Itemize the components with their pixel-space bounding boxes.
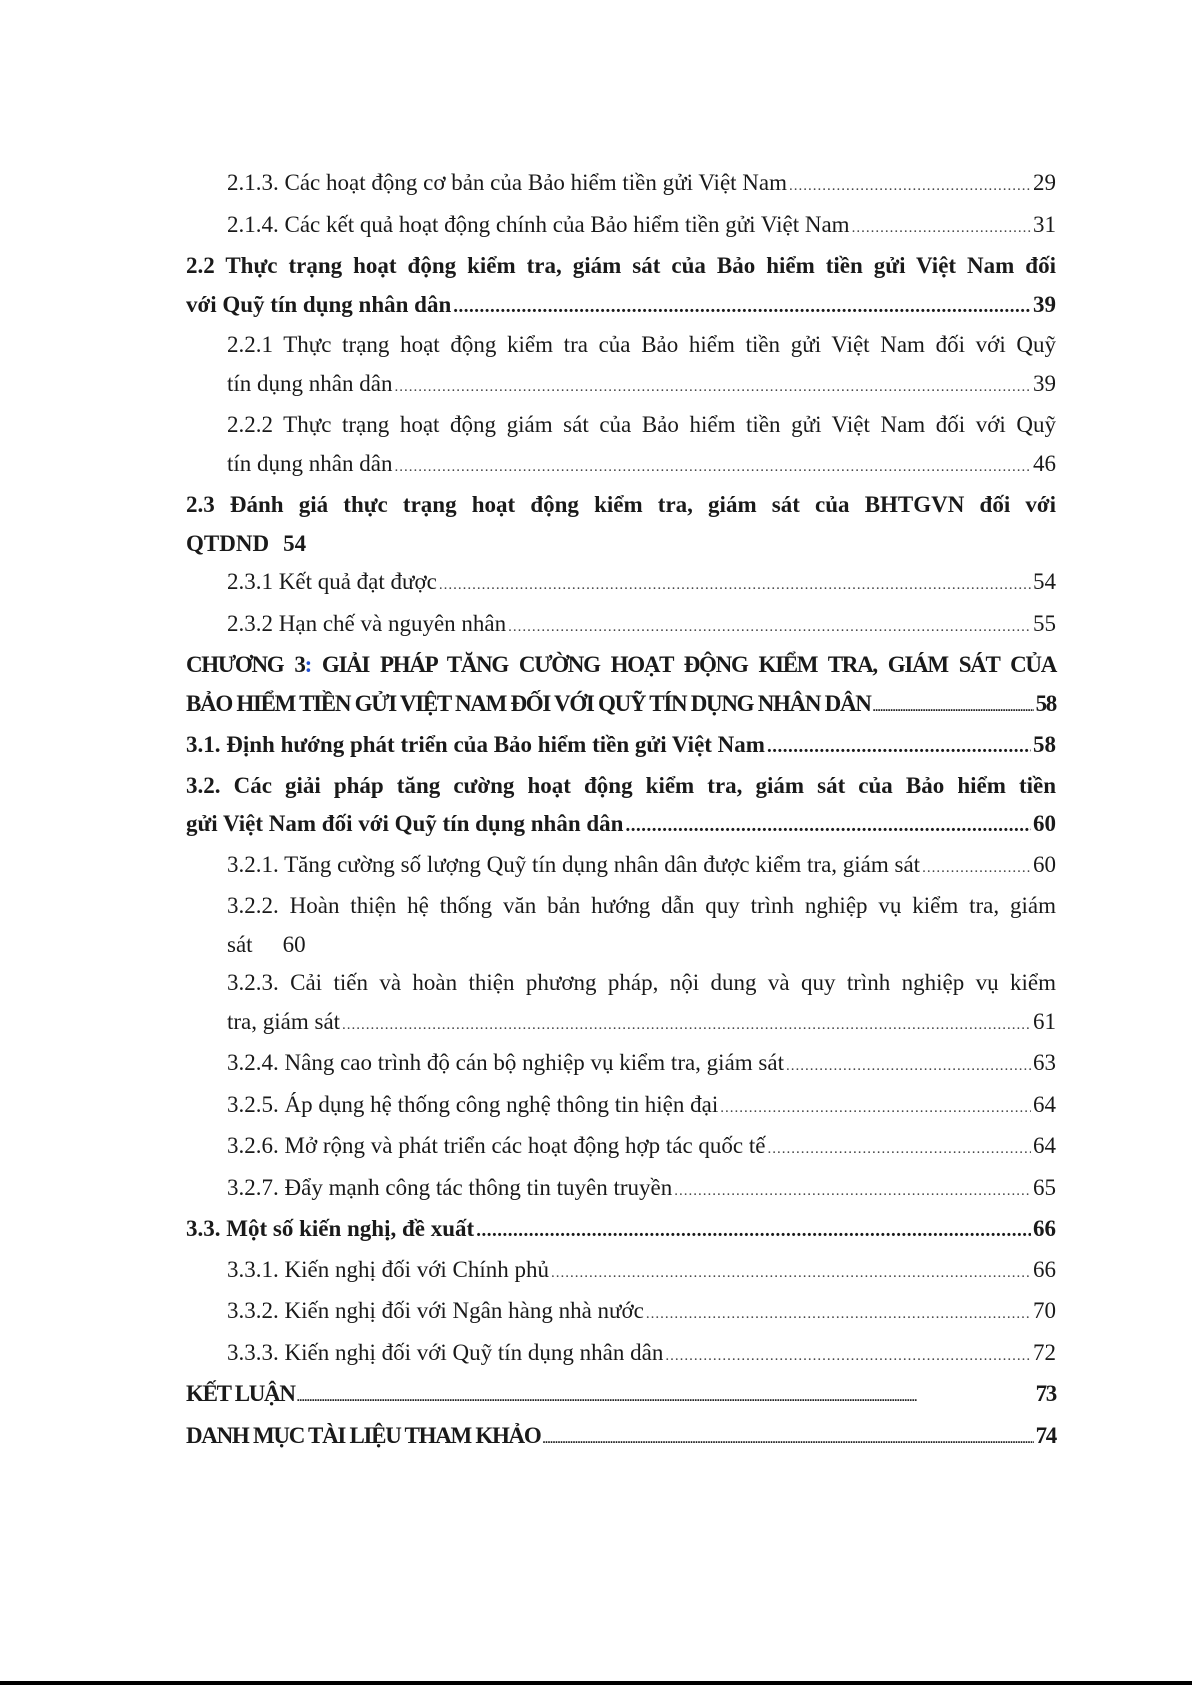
- toc-page-number: 39: [1033, 291, 1056, 317]
- toc-entry-references[interactable]: [186, 1417, 1056, 1459]
- toc-page-number: 72: [1033, 1339, 1056, 1365]
- toc-page-number: 64: [1033, 1133, 1056, 1158]
- toc-entry-3-3-3[interactable]: [186, 1334, 1056, 1376]
- toc-title: 3.3.3. Kiến nghị đối với Quỹ tín dụng nhân dân: [227, 1339, 664, 1365]
- toc-title-line1: 2.2.1 Thực trạng hoạt động kiểm tra của Bảo hiểm tiền gửi Việt Nam đối với Quỹ: [227, 332, 1056, 357]
- toc-title-line2: gửi Việt Nam đối với Quỹ tín dụng nhân dân: [186, 811, 624, 836]
- toc-title: KẾT LUẬN: [186, 1381, 295, 1406]
- toc-entry-3-3-1[interactable]: [186, 1251, 1056, 1293]
- toc-page-number: 63: [1033, 1050, 1056, 1075]
- toc-title-line1: 2.3 Đánh giá thực trạng hoạt động kiểm tra, giám sát của BHTGVN đối với: [186, 492, 1056, 517]
- dot-leader: [852, 209, 1031, 248]
- toc-entry-3-2[interactable]: [186, 767, 1056, 846]
- toc-title: 3.3. Một số kiến nghị, đề xuất: [186, 1216, 475, 1241]
- toc-page-number: 58: [1033, 732, 1056, 757]
- toc-page-number: 58: [1035, 690, 1056, 716]
- toc-title: 2.1.4. Các kết quả hoạt động chính của Bảo hiểm tiền gửi Việt Nam: [227, 211, 850, 237]
- toc-page-number: 60: [1033, 851, 1056, 877]
- toc-entry-2-3-1[interactable]: [186, 563, 1056, 605]
- dot-leader: [542, 1420, 1033, 1459]
- toc-title-line2: tín dụng nhân dân: [227, 370, 393, 396]
- toc-page-number: 54: [283, 530, 307, 556]
- table-of-contents: [186, 164, 1056, 1458]
- toc-title-line2: tín dụng nhân dân: [227, 450, 393, 476]
- toc-title: 2.1.3. Các hoạt động cơ bản của Bảo hiểm tiền gửi Việt Nam: [227, 170, 787, 195]
- dot-leader: [394, 448, 1031, 487]
- dot-leader: [439, 566, 1031, 605]
- dot-leader: [476, 1212, 1031, 1251]
- toc-entry-chapter-3[interactable]: [186, 646, 1056, 726]
- toc-page-number: 65: [1033, 1174, 1056, 1200]
- dot-leader: [786, 1047, 1031, 1086]
- toc-page-number: 60: [1033, 811, 1056, 836]
- dot-leader: [508, 608, 1031, 647]
- toc-page-number: 73: [1035, 1381, 1056, 1406]
- toc-title-line2: QTDND: [186, 530, 270, 556]
- toc-entry-2-1-3[interactable]: [186, 164, 1056, 206]
- toc-title: 2.3.2 Hạn chế và nguyên nhân: [227, 610, 507, 636]
- toc-entry-3-2-5[interactable]: [186, 1086, 1056, 1128]
- dot-leader: [551, 1254, 1031, 1293]
- toc-title: 3.3.1. Kiến nghị đối với Chính phủ: [227, 1256, 550, 1282]
- dot-leader: [789, 167, 1031, 206]
- toc-page-number: 64: [1033, 1091, 1056, 1117]
- dot-leader: [767, 1130, 1031, 1169]
- toc-title: 2.3.1 Kết quả đạt được: [227, 569, 437, 594]
- chapter-title: GIẢI PHÁP TĂNG CƯỜNG HOẠT ĐỘNG KIỂM TRA, GIÁM SÁT CỦA: [310, 652, 1057, 677]
- chapter-colon: :: [304, 652, 311, 677]
- toc-page-number: 66: [1033, 1256, 1056, 1282]
- toc-title-line1: [186, 646, 1056, 685]
- toc-entry-3-2-4[interactable]: [186, 1044, 1056, 1086]
- toc-entry-2-3-2[interactable]: [186, 605, 1056, 647]
- dot-leader: [873, 688, 1034, 727]
- toc-title: 3.1. Định hướng phát triển của Bảo hiểm tiền gửi Việt Nam: [186, 732, 765, 757]
- toc-page-number: 60: [282, 931, 306, 957]
- toc-page-number: 55: [1033, 610, 1056, 636]
- toc-title-line1: 3.2. Các giải pháp tăng cường hoạt động kiểm tra, giám sát của Bảo hiểm tiền: [186, 772, 1056, 798]
- toc-title-line1: 3.2.3. Cải tiến và hoàn thiện phương pháp, nội dung và quy trình nghiệp vụ kiểm: [227, 970, 1056, 995]
- toc-page-number: 31: [1033, 211, 1056, 237]
- toc-title-line2: với Quỹ tín dụng nhân dân: [186, 291, 452, 317]
- dot-leader: [674, 1172, 1031, 1211]
- toc-title: 3.2.6. Mở rộng và phát triển các hoạt động hợp tác quốc tế: [227, 1133, 766, 1158]
- toc-title-line2: tra, giám sát: [227, 1008, 341, 1034]
- toc-entry-2-3[interactable]: [186, 486, 1056, 563]
- toc-title: 3.2.5. Áp dụng hệ thống công nghệ thông tin hiện đại: [227, 1091, 719, 1117]
- toc-entry-ket-luan[interactable]: [186, 1375, 1056, 1417]
- toc-title: 3.2.7. Đẩy mạnh công tác thông tin tuyên truyền: [227, 1174, 673, 1200]
- toc-page-number: 66: [1033, 1216, 1056, 1241]
- dot-leader: [720, 1089, 1031, 1128]
- dot-leader: [394, 368, 1031, 407]
- toc-title: 3.2.4. Nâng cao trình độ cán bộ nghiệp vụ kiểm tra, giám sát: [227, 1050, 784, 1075]
- dot-leader: [646, 1295, 1031, 1334]
- toc-entry-2-2-2[interactable]: [186, 406, 1056, 486]
- dot-leader: [665, 1337, 1031, 1376]
- toc-entry-3-3-2[interactable]: [186, 1292, 1056, 1334]
- toc-page-number: 46: [1033, 450, 1056, 476]
- toc-entry-3-2-2[interactable]: [186, 887, 1056, 964]
- toc-entry-2-2[interactable]: [186, 247, 1056, 326]
- toc-title: 3.2.1. Tăng cường số lượng Quỹ tín dụng nhân dân được kiểm tra, giám sát: [227, 851, 921, 877]
- toc-title-line2: BẢO HIỂM TIỀN GỬI VIỆT NAM ĐỐI VỚI QUỸ TÍN DỤNG NHÂN DÂN: [186, 690, 871, 716]
- toc-entry-2-1-4[interactable]: [186, 206, 1056, 248]
- toc-page-number: 74: [1035, 1422, 1056, 1448]
- toc-entry-3-2-1[interactable]: [186, 846, 1056, 888]
- toc-entry-3-2-6[interactable]: [186, 1127, 1056, 1169]
- dot-leader: [767, 728, 1031, 767]
- toc-entry-2-2-1[interactable]: [186, 326, 1056, 406]
- toc-title-line2: sát: [227, 931, 253, 957]
- toc-page-number: 39: [1033, 370, 1056, 396]
- toc-title: DANH MỤC TÀI LIỆU THAM KHẢO: [186, 1422, 541, 1448]
- dot-leader: [342, 1006, 1031, 1045]
- dot-leader: [297, 1378, 1034, 1417]
- toc-page-number: 54: [1033, 569, 1056, 594]
- toc-title-line1: 3.2.2. Hoàn thiện hệ thống văn bản hướng dẫn quy trình nghiệp vụ kiểm tra, giám: [227, 893, 1056, 918]
- toc-entry-3-2-3[interactable]: [186, 964, 1056, 1044]
- toc-entry-3-3[interactable]: [186, 1210, 1056, 1251]
- toc-page-number: 70: [1033, 1298, 1056, 1323]
- dot-leader: [922, 849, 1031, 888]
- toc-page-number: 61: [1033, 1008, 1056, 1034]
- toc-title-line1: 2.2.2 Thực trạng hoạt động giám sát của Bảo hiểm tiền gửi Việt Nam đối với Quỹ: [227, 412, 1056, 437]
- dot-leader: [625, 807, 1031, 846]
- toc-entry-3-1[interactable]: [186, 726, 1056, 767]
- toc-page-number: 29: [1033, 170, 1056, 195]
- dot-leader: [453, 288, 1031, 327]
- toc-title-line1: 2.2 Thực trạng hoạt động kiểm tra, giám sát của Bảo hiểm tiền gửi Việt Nam đối: [186, 253, 1056, 278]
- toc-title: 3.3.2. Kiến nghị đối với Ngân hàng nhà nước: [227, 1298, 644, 1323]
- bottom-border: [0, 1681, 1192, 1685]
- chapter-prefix: CHƯƠNG 3: [186, 652, 305, 677]
- toc-entry-3-2-7[interactable]: [186, 1169, 1056, 1211]
